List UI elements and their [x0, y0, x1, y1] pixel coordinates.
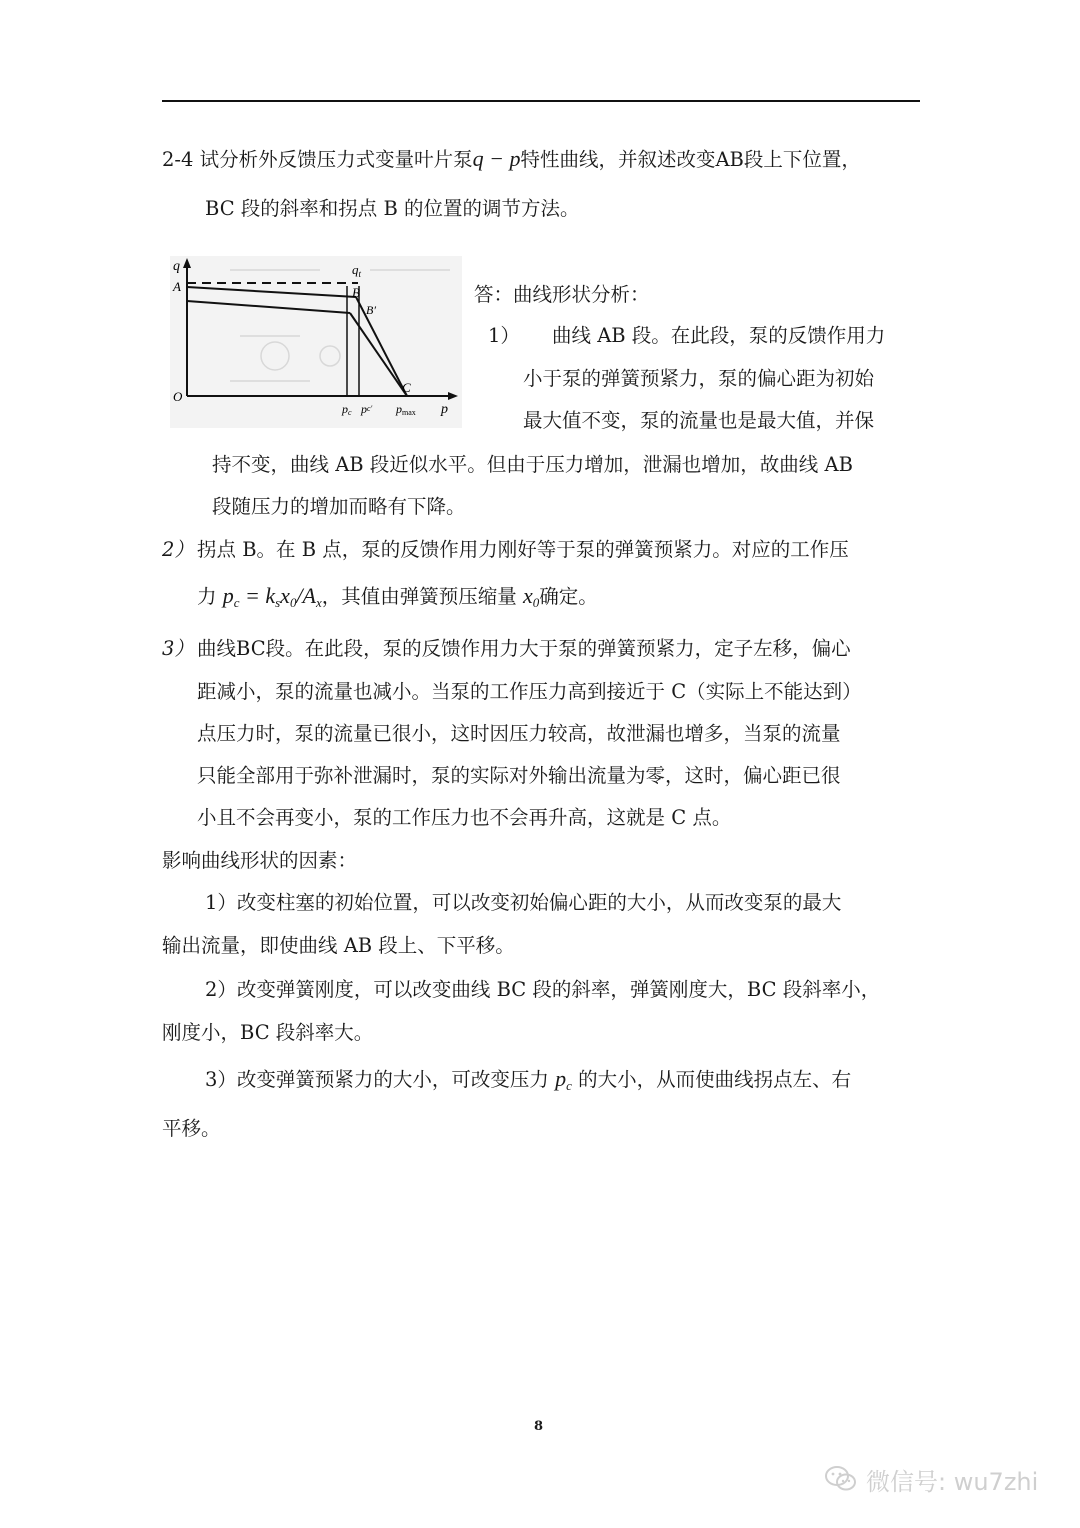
item2-number: 2） — [162, 538, 194, 561]
item2-line-2 — [197, 585, 598, 609]
item1-number: 1） — [488, 324, 520, 347]
wechat-icon — [824, 1464, 858, 1494]
figure-background — [170, 256, 462, 428]
question-math: q − p — [472, 146, 521, 171]
item1-line-1: 曲线 AB 段。在此段，泵的反馈作用力 — [552, 324, 886, 347]
factor3-text-a: 3）改变弹簧预紧力的大小，可改变压力 — [205, 1068, 556, 1091]
page-number: 8 — [534, 1419, 544, 1434]
factors-heading: 影响曲线形状的因素： — [162, 849, 358, 872]
answer-intro: 答：曲线形状分析： — [474, 283, 650, 306]
factor2-line-1: 2）改变弹簧刚度，可以改变曲线 BC 段的斜率，弹簧刚度大，BC 段斜率小， — [205, 978, 881, 1001]
item1-line-2: 小于泵的弹簧预紧力，泵的偏心距为初始 — [523, 367, 875, 390]
label-pc: pc — [342, 402, 352, 417]
label-qt: $q_t$ — [352, 262, 362, 279]
item3-line-5: 小且不会再变小，泵的工作压力也不会再升高，这就是 C 点。 — [197, 806, 732, 829]
wechat-watermark — [824, 1459, 1038, 1499]
label-pc-prime: pc′ — [361, 402, 373, 416]
item3-number: 3） — [162, 637, 194, 660]
factor3-line-2: 平移。 — [162, 1117, 221, 1140]
item2-text-c: 确定。 — [539, 585, 598, 608]
item1-line-4: 持不变，曲线 AB 段近似水平。但由于压力增加，泄漏也增加，故曲线 AB — [212, 453, 853, 476]
item3-line-4: 只能全部用于弥补泄漏时，泵的实际对外输出流量为零，这时，偏心距已很 — [197, 764, 841, 787]
label-pmax: pmax — [396, 402, 416, 417]
item2-line-1: 拐点 B。在 B 点，泵的反馈作用力刚好等于泵的弹簧预紧力。对应的工作压 — [197, 538, 849, 561]
factor3-line-1 — [205, 1068, 851, 1092]
feedback-pressure-formula: $p_c = k_sx_0/A_x$ — [222, 583, 322, 610]
question-suffix: 特性曲线，并叙述改变AB段上下位置， — [520, 148, 861, 171]
preload-compression-symbol: $x_0$ — [522, 583, 540, 610]
item3-line-1: 曲线BC段。在此段，泵的反馈作用力大于泵的弹簧预紧力，定子左移，偏心 — [197, 637, 851, 660]
factor1-line-1: 1）改变柱塞的初始位置，可以改变初始偏心距的大小，从而改变泵的最大 — [205, 891, 842, 914]
question-line-2: BC 段的斜率和拐点 B 的位置的调节方法。 — [205, 197, 580, 220]
question-prefix: 2-4 试分析外反馈压力式变量叶片泵 — [162, 148, 473, 171]
label-b-prime: B′ — [366, 303, 376, 317]
label-o: O — [173, 389, 183, 404]
label-c: C — [402, 380, 411, 395]
label-q: q — [173, 259, 180, 274]
item2-text-a: 力 — [197, 585, 223, 608]
factor2-line-2: 刚度小，BC 段斜率大。 — [162, 1021, 374, 1044]
factor3-text-b: 的大小，从而使曲线拐点左、右 — [571, 1068, 852, 1091]
item1-line-5: 段随压力的增加而略有下降。 — [212, 495, 466, 518]
label-p: p — [441, 402, 448, 417]
item3-line-2: 距减小，泵的流量也减小。当泵的工作压力高到接近于 C（实际上不能达到） — [197, 680, 862, 703]
question-line-1 — [162, 148, 861, 170]
label-a: A — [173, 279, 181, 294]
watermark-text: 微信号: wu7zhi — [866, 1467, 1039, 1496]
item1-line-3: 最大值不变，泵的流量也是最大值，并保 — [523, 409, 875, 432]
factor1-line-2: 输出流量，即使曲线 AB 段上、下平移。 — [162, 934, 515, 957]
label-b: B — [352, 285, 360, 300]
item2-text-b: ，其值由弹簧预压缩量 — [321, 585, 523, 608]
header-rule — [162, 100, 920, 102]
item3-line-3: 点压力时，泵的流量已很小，这时因压力较高，故泄漏也增多，当泵的流量 — [197, 722, 841, 745]
factor3-pc-symbol: $p_c$ — [555, 1066, 572, 1093]
q-p-characteristic-figure — [170, 256, 462, 428]
